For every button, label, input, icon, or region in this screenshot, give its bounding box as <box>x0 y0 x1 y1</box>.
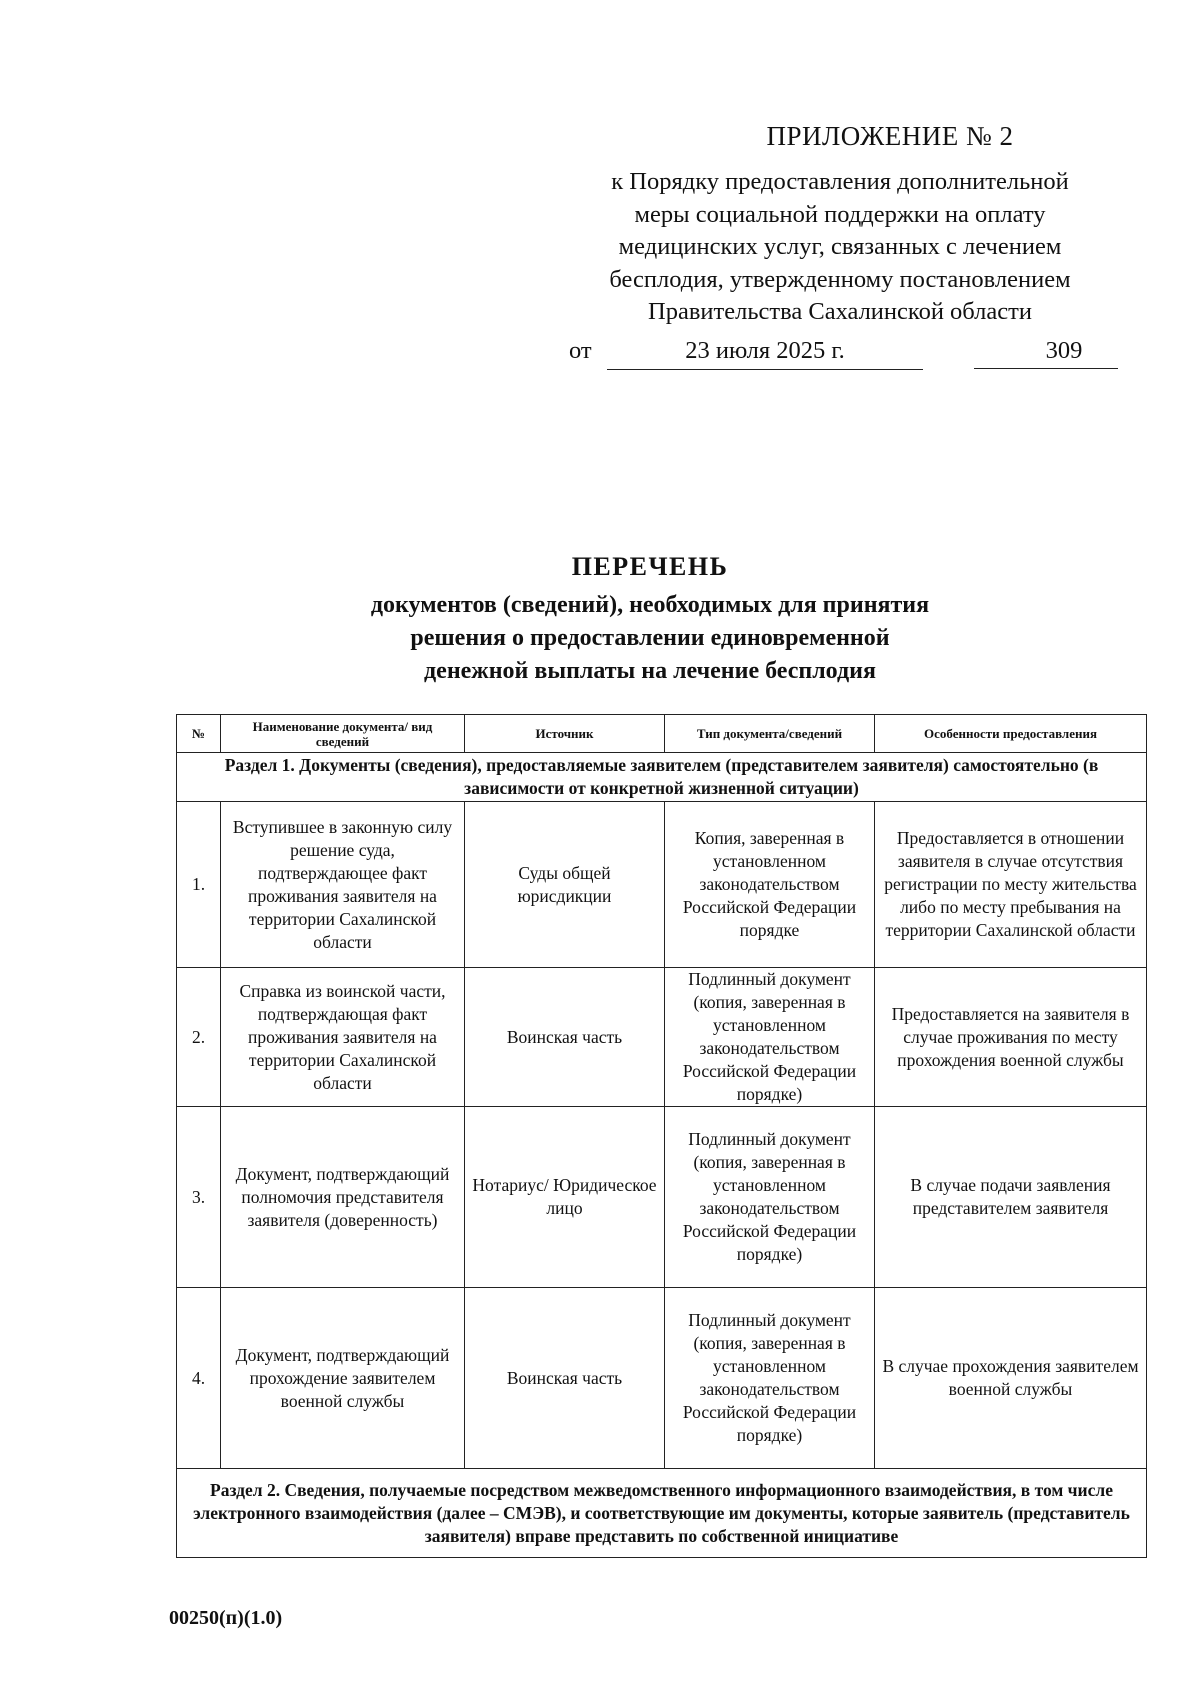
list-title <box>160 551 1140 688</box>
row-source: Воинская часть <box>465 1288 665 1469</box>
row-features: Предоставляется на заявителя в случае проживания по месту прохождения военной службы <box>875 968 1147 1107</box>
table-row <box>177 802 1147 968</box>
row-features: В случае подачи заявления представителем заявителя <box>875 1107 1147 1288</box>
row-name: Документ, подтверждающий прохождение заявителем военной службы <box>221 1288 465 1469</box>
list-subtitle-line: денежной выплаты на лечение бесплодия <box>424 658 876 684</box>
list-subtitle-line: документов (сведений), необходимых для принятия <box>370 592 930 618</box>
section-row <box>177 753 1147 802</box>
appendix-line: Правительства Сахалинской области <box>648 298 1032 325</box>
row-source: Воинская часть <box>465 968 665 1107</box>
table-row <box>177 1288 1147 1469</box>
appendix-title: ПРИЛОЖЕНИЕ № 2 <box>766 121 1014 151</box>
row-name: Документ, подтверждающий полномочия представителя заявителя (доверенность) <box>221 1107 465 1288</box>
list-heading: ПЕРЕЧЕНЬ <box>571 552 729 581</box>
appendix-header <box>560 120 1120 329</box>
appendix-line: бесплодия, утвержденному постановлением <box>609 265 1071 293</box>
header-source: Источник <box>465 715 665 753</box>
row-type: Подлинный документ (копия, заверенная в установленном законодательством Российской Федерации порядке) <box>665 1288 875 1469</box>
row-num: 2. <box>177 968 221 1107</box>
row-name: Вступившее в законную силу решение суда, подтверждающее факт проживания заявителя на территории Сахалинской области <box>221 802 465 968</box>
table-row <box>177 968 1147 1107</box>
document-code: 00250(п)(1.0) <box>169 1607 283 1629</box>
row-type: Копия, заверенная в установленном законодательством Российской Федерации порядке <box>665 802 875 968</box>
table-header-row <box>177 715 1147 753</box>
row-num: 3. <box>177 1107 221 1288</box>
row-type: Подлинный документ (копия, заверенная в установленном законодательством Российской Федерации порядке) <box>665 968 875 1107</box>
resolution-date: 23 июля 2025 г. <box>607 337 923 370</box>
header-num: № <box>177 715 221 753</box>
date-prefix: от <box>569 337 592 364</box>
table-row <box>177 1107 1147 1288</box>
resolution-number: 309 <box>974 337 1118 369</box>
documents-table <box>176 714 1147 1558</box>
date-number-line <box>569 337 1129 371</box>
row-features: В случае прохождения заявителем военной службы <box>875 1288 1147 1469</box>
list-subtitle-line: решения о предоставлении единовременной <box>410 625 890 651</box>
appendix-line: медицинских услуг, связанных с лечением <box>618 233 1062 260</box>
appendix-text <box>560 166 1120 329</box>
header-name: Наименование документа/ вид сведений <box>221 715 465 753</box>
row-num: 1. <box>177 802 221 968</box>
appendix-line: меры социальной поддержки на оплату <box>634 200 1046 228</box>
section-2-title: Раздел 2. Сведения, получаемые посредством межведомственного информационного взаимодействия, в том числе электронного взаимодействия (далее – СМЭВ), и соответствующие им документы, которые заявитель (представитель заявителя) вправе представить по собственной инициативе <box>177 1469 1147 1558</box>
row-name: Справка из воинской части, подтверждающая факт проживания заявителя на территории Сахалинской области <box>221 968 465 1107</box>
row-source: Суды общей юрисдикции <box>465 802 665 968</box>
section-1-title: Раздел 1. Документы (сведения), предоставляемые заявителем (представителем заявителя) самостоятельно (в зависимости от конкретной жизненной ситуации) <box>177 753 1147 802</box>
header-features: Особенности предоставления <box>875 715 1147 753</box>
header-type: Тип документа/сведений <box>665 715 875 753</box>
row-features: Предоставляется в отношении заявителя в случае отсутствия регистрации по месту жительства либо по месту пребывания на территории Сахалинской области <box>875 802 1147 968</box>
appendix-line: к Порядку предоставления дополнительной <box>611 168 1069 195</box>
row-type: Подлинный документ (копия, заверенная в установленном законодательством Российской Федерации порядке) <box>665 1107 875 1288</box>
row-num: 4. <box>177 1288 221 1469</box>
section-row <box>177 1469 1147 1558</box>
row-source: Нотариус/ Юридическое лицо <box>465 1107 665 1288</box>
